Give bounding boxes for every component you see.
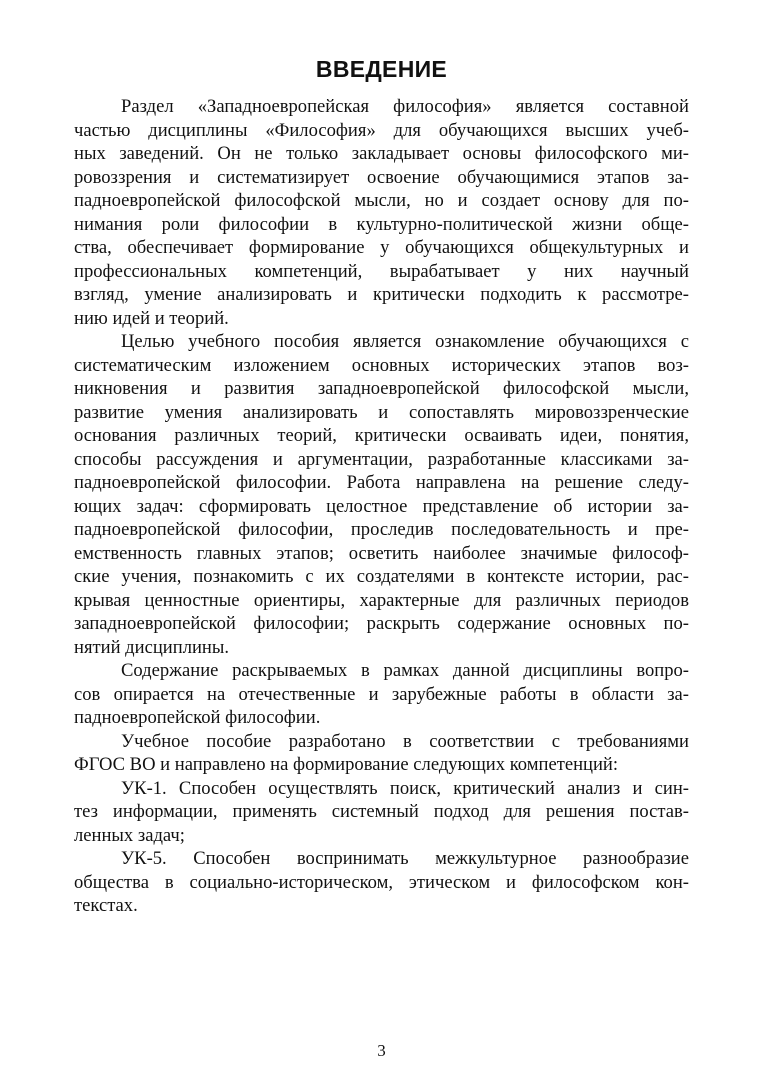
text-line: падноевропейской философской мысли, но и создает основу для по- <box>74 190 689 211</box>
paragraph-sources <box>74 659 689 730</box>
text-line: падноевропейской философии. Работа направлена на решение следу- <box>74 472 689 493</box>
text-line: систематическим изложением основных исторических этапов воз- <box>74 354 689 376</box>
text-line: нимания роли философии в культурно-политической жизни обще- <box>74 213 689 235</box>
text-line: взгляд, умение анализировать и критически подходить к рассмотре- <box>74 284 689 305</box>
text-line: Целью учебного пособия является ознакомление обучающихся с <box>121 331 689 352</box>
page-title: ВВЕДЕНИЕ <box>315 56 448 82</box>
page-number: 3 <box>377 1041 386 1060</box>
text-line: крывая ценностные ориентиры, характерные для различных периодов <box>74 589 689 611</box>
text-line: западноевропейской философии; раскрыть содержание основных по- <box>74 613 689 634</box>
text-line: ства, обеспечивает формирование у обучающихся общекультурных и <box>74 237 689 258</box>
text-line: ские учения, познакомить с их создателями в контексте истории, рас- <box>74 566 689 587</box>
text-line: ных заведений. Он не только закладывает основы философского ми- <box>74 143 689 164</box>
paragraph-introduction-scope <box>74 95 689 330</box>
text-line: Учебное пособие разработано в соответствии с требованиями <box>121 730 689 752</box>
text-line: нятий дисциплины. <box>74 636 230 658</box>
body-text <box>74 95 689 918</box>
text-line: ленных задач; <box>74 824 185 846</box>
paragraph-competence-uk1 <box>74 777 689 848</box>
text-line: сов опирается на отечественные и зарубежные работы в области за- <box>74 683 689 705</box>
text-line: УК-5. Способен воспринимать межкультурное разнообразие <box>121 848 689 869</box>
text-line: Содержание раскрываемых в рамках данной дисциплины вопро- <box>121 660 689 681</box>
text-line: Раздел «Западноевропейская философия» является составной <box>121 96 689 117</box>
text-line: частью дисциплины «Философия» для обучающихся высших учеб- <box>74 119 689 141</box>
text-line: способы рассуждения и аргументации, разработанные классиками за- <box>74 448 689 470</box>
text-line: никновения и развития западноевропейской философской мысли, <box>74 378 689 399</box>
text-line: общества в социально-историческом, этическом и философском кон- <box>74 871 689 893</box>
text-line: тез информации, применять системный подход для решения постав- <box>74 801 689 822</box>
text-line: ровоззрения и систематизирует освоение обучающимися этапов за- <box>74 166 689 188</box>
text-line: основания различных теорий, критически осваивать идеи, понятия, <box>74 425 689 446</box>
text-line: емственность главных этапов; осветить наиболее значимые философ- <box>74 542 689 564</box>
text-line: падноевропейской философии, проследив последовательность и пре- <box>74 519 689 540</box>
text-line: УК-1. Способен осуществлять поиск, критический анализ и син- <box>121 777 689 799</box>
paragraph-competence-uk5 <box>74 847 689 918</box>
text-line: падноевропейской философии. <box>74 707 321 728</box>
text-line: развитие умения анализировать и сопоставлять мировоззренческие <box>74 401 689 423</box>
text-line: ФГОС ВО и направлено на формирование следующих компетенций: <box>74 754 619 775</box>
text-line: ющих задач: сформировать целостное представление об истории за- <box>74 495 689 517</box>
text-line: профессиональных компетенций, вырабатывает у них научный <box>74 260 689 282</box>
paragraph-standards <box>74 730 689 777</box>
text-line: нию идей и теорий. <box>74 307 229 329</box>
text-line: текстах. <box>74 895 138 916</box>
paragraph-course-goal <box>74 330 689 659</box>
